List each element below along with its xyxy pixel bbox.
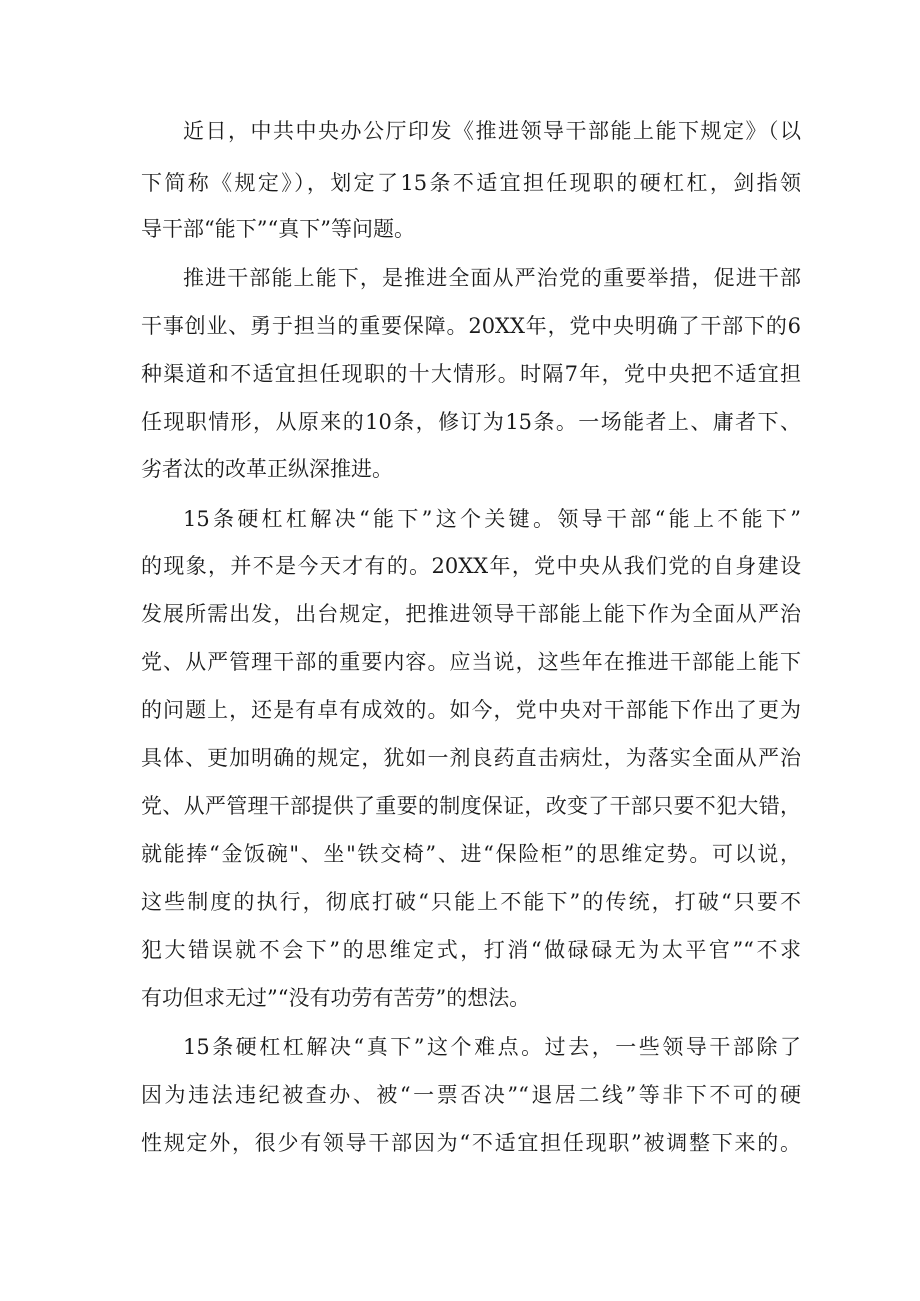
paragraph-4-line-1: 15条硬杠杠解决“真下”这个难点。过去，一些领导干部除了 [183, 1035, 801, 1059]
paragraph-3-line-1: 15条硬杠杠解决“能下”这个关键。领导干部“能上不能下” [183, 507, 801, 531]
paragraph-1-line-3: 导干部“能下”“真下”等问题。 [141, 217, 415, 241]
paragraph-3-line-10: 犯大错误就不会下”的思维定式，打消“做碌碌无为太平官”“不求 [141, 938, 801, 962]
paragraph-1-line-1: 近日，中共中央办公厅印发《推进领导干部能上能下规定》（以 [183, 119, 801, 143]
paragraph-2-line-4: 任现职情形，从原来的10条，修订为15条。一场能者上、庸者下、 [141, 410, 801, 434]
paragraph-3-line-7: 党、从严管理干部提供了重要的制度保证，改变了干部只要不犯大错， [141, 794, 801, 818]
paragraph-2-line-3: 种渠道和不适宜担任现职的十大情形。时隔7年，党中央把不适宜担 [141, 362, 801, 386]
paragraph-3-line-11: 有功但求无过”“没有功劳有苦劳”的想法。 [141, 986, 531, 1010]
paragraph-2-line-2: 干事创业、勇于担当的重要保障。20XX年，党中央明确了干部下的6 [141, 314, 801, 338]
paragraph-4-line-2: 因为违法违纪被查办、被“一票否决”“退居二线”等非下不可的硬 [141, 1083, 801, 1107]
paragraph-1-line-2: 下简称《规定》），划定了15条不适宜担任现职的硬杠杠，剑指领 [141, 171, 801, 195]
paragraph-3-line-5: 的问题上，还是有卓有成效的。如今，党中央对干部能下作出了更为 [141, 698, 801, 722]
paragraph-3-line-6: 具体、更加明确的规定，犹如一剂良药直击病灶，为落实全面从严治 [141, 746, 801, 770]
paragraph-3-line-3: 发展所需出发，出台规定，把推进领导干部能上能下作为全面从严治 [141, 602, 801, 626]
paragraph-3-line-8: 就能捧“金饭碗"、坐"铁交椅”、进“保险柜”的思维定势。可以说， [141, 842, 801, 866]
paragraph-3-line-4: 党、从严管理干部的重要内容。应当说，这些年在推进干部能上能下 [141, 650, 801, 674]
paragraph-3-line-9: 这些制度的执行，彻底打破“只能上不能下”的传统，打破“只要不 [141, 890, 801, 914]
paragraph-2-line-5: 劣者汰的改革正纵深推进。 [141, 457, 393, 481]
paragraph-4-line-3: 性规定外，很少有领导干部因为“不适宜担任现职”被调整下来的。 [141, 1131, 801, 1155]
paragraph-2-line-1: 推进干部能上能下，是推进全面从严治党的重要举措，促进干部 [183, 266, 801, 290]
paragraph-3-line-2: 的现象，并不是今天才有的。20XX年，党中央从我们党的自身建设 [141, 554, 801, 578]
